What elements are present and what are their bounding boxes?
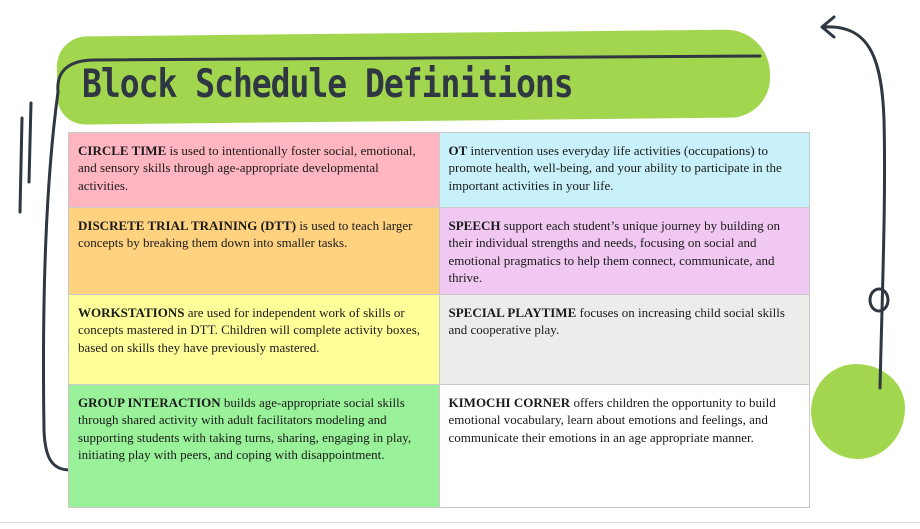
term-circle-time: CIRCLE TIME (78, 143, 167, 158)
definition-workstations (69, 295, 440, 385)
description-speech: support each student’s unique journey by building on their individual strengths and needs, focusing on social and emotional pragmatics to help them connect, communicate, and thrive. (448, 218, 780, 285)
definition-group-interaction (69, 385, 440, 508)
definition-kimochi-corner (439, 385, 810, 508)
description-workstations: are used for independent work of skills or concepts mastered in DTT. Children will complete activity boxes, based on skills they have previously mastered. (78, 305, 420, 355)
definition-ot (439, 133, 810, 208)
table-row (69, 295, 810, 385)
description-circle-time: is used to intentionally foster social, emotional, and sensory skills through age-appropriate developmental activities. (78, 143, 416, 193)
definition-speech (439, 208, 810, 295)
description-group-interaction: builds age-appropriate social skills through shared activity with adult facilitators modeling and supporting students with taking turns, sharing, engaging in play, initiating play with peers, and coping with disappointment. (78, 395, 412, 462)
description-kimochi-corner: offers children the opportunity to build emotional vocabulary, learn about emotions and feelings, and communicate their emotions in an age appropriate manner. (448, 395, 776, 445)
page-title: Block Schedule Definitions (82, 60, 573, 107)
term-speech: SPEECH (448, 218, 501, 233)
term-special-playtime: SPECIAL PLAYTIME (448, 305, 577, 320)
definition-circle-time (69, 133, 440, 208)
description-special-playtime: focuses on increasing child social skills and cooperative play. (448, 305, 785, 338)
term-kimochi-corner: KIMOCHI CORNER (448, 395, 571, 410)
term-group-interaction: GROUP INTERACTION (78, 395, 221, 410)
definition-dtt (69, 208, 440, 295)
table-row (69, 133, 810, 208)
term-ot: OT (448, 143, 468, 158)
table-row (69, 208, 810, 295)
term-dtt: DISCRETE TRIAL TRAINING (DTT) (78, 218, 297, 233)
table-row (69, 385, 810, 508)
definition-special-playtime (439, 295, 810, 385)
description-dtt: is used to teach larger concepts by breaking them down into smaller tasks. (78, 218, 413, 251)
description-ot: intervention uses everyday life activities (occupations) to promote health, well-being, and your ability to participate in the important activities in your life. (448, 143, 782, 193)
definitions-table (68, 132, 810, 508)
page-divider (0, 522, 920, 523)
term-workstations: WORKSTATIONS (78, 305, 185, 320)
